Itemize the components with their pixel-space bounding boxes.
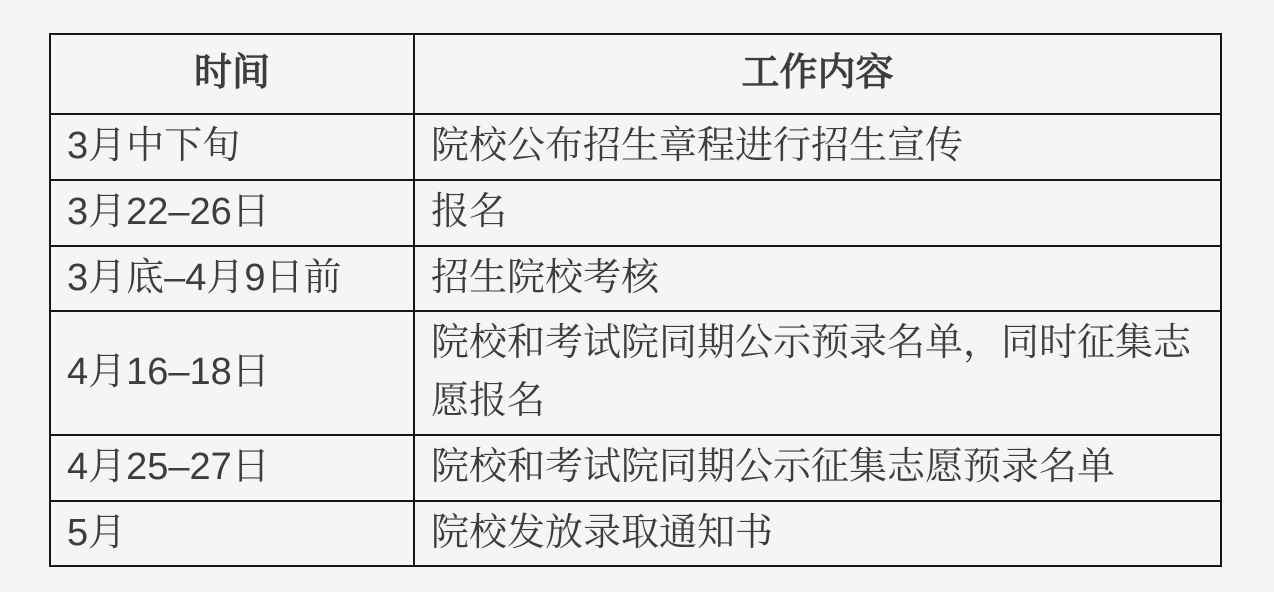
column-header-work-content: 工作内容 [414,34,1221,114]
content-cell: 院校发放录取通知书 [414,501,1221,567]
content-cell: 院校公布招生章程进行招生宣传 [414,114,1221,180]
time-cell: 3月中下旬 [50,114,414,180]
admission-schedule-table [49,33,1222,567]
table-row [50,435,1221,501]
table-row [50,114,1221,180]
table-row [50,246,1221,312]
column-header-time: 时间 [50,34,414,114]
time-cell: 4月25–27日 [50,435,414,501]
content-cell: 院校和考试院同期公示预录名单，同时征集志愿报名 [414,311,1221,435]
table-row [50,501,1221,567]
table-body [50,114,1221,566]
content-cell: 报名 [414,180,1221,246]
time-cell: 5月 [50,501,414,567]
table-row [50,180,1221,246]
content-cell: 招生院校考核 [414,246,1221,312]
header-row [50,34,1221,114]
content-cell: 院校和考试院同期公示征集志愿预录名单 [414,435,1221,501]
time-cell: 4月16–18日 [50,311,414,435]
time-cell: 3月底–4月9日前 [50,246,414,312]
time-cell: 3月22–26日 [50,180,414,246]
table-header [50,34,1221,114]
table-row [50,311,1221,435]
